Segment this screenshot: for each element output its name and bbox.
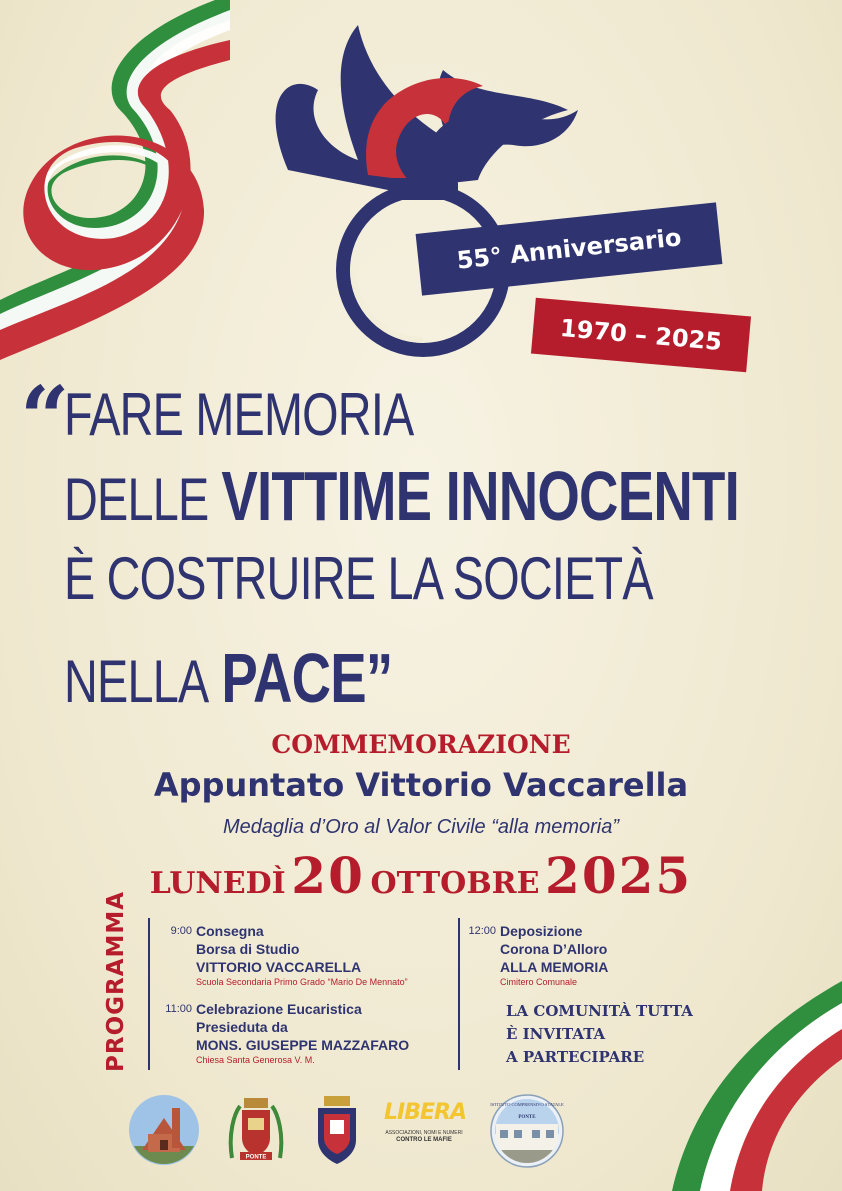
anniversary-banner: 55° Anniversario bbox=[416, 202, 723, 295]
event-line: Celebrazione Eucaristica bbox=[196, 1001, 362, 1017]
school-name: ISTITUTO COMPRENSIVO STATALE bbox=[490, 1102, 564, 1107]
program-label: PROGRAMMA bbox=[103, 890, 129, 1072]
date-month: OTTOBRE bbox=[370, 866, 540, 901]
libera-logo bbox=[380, 1094, 470, 1166]
event-place: Chiesa Santa Generosa V. M. bbox=[196, 1055, 315, 1065]
libera-wordmark: LIBERA bbox=[384, 1100, 466, 1125]
event-line: Presieduta da bbox=[196, 1019, 288, 1035]
event-line: Borsa di Studio bbox=[196, 941, 300, 957]
community-invite bbox=[506, 1000, 693, 1069]
event-line: VITTORIO VACCARELLA bbox=[196, 959, 362, 975]
libera-subtitle-line: ASSOCIAZIONI, NOMI E NUMERI bbox=[385, 1130, 463, 1136]
quote-line-3-text: È COSTRUIRE LA SOCIETÀ bbox=[64, 545, 653, 612]
event-line: Consegna bbox=[196, 923, 264, 939]
date-year: 2025 bbox=[545, 846, 693, 905]
quote-line-4-bold: PACE” bbox=[221, 639, 393, 717]
quote-line-2 bbox=[64, 456, 739, 536]
quote-open-mark: “ bbox=[20, 368, 70, 469]
medal-subtitle: Medaglia d’Oro al Valor Civile “alla memoria” bbox=[222, 816, 620, 838]
event-place: Cimitero Comunale bbox=[500, 977, 578, 987]
date-weekday: LUNEDÌ bbox=[149, 866, 286, 901]
carabinieri-association-crest bbox=[310, 1094, 364, 1166]
invite-line: A PARTECIPARE bbox=[506, 1048, 645, 1066]
quote-line-1-text: FARE MEMORIA bbox=[64, 381, 414, 448]
school-town: PONTE bbox=[518, 1115, 536, 1120]
quote-line-2-bold: VITTIME INNOCENTI bbox=[221, 457, 739, 535]
ponte-municipal-crest bbox=[226, 1094, 286, 1166]
quote-line-3 bbox=[64, 544, 653, 613]
years-banner: 1970 – 2025 bbox=[531, 298, 751, 373]
quote-line-1 bbox=[64, 380, 413, 449]
quote-line-4 bbox=[64, 638, 392, 718]
program-divider-middle bbox=[458, 918, 460, 1070]
date-day: 20 bbox=[291, 846, 365, 905]
ponte-label: PONTE bbox=[245, 1154, 267, 1161]
event-place: Scuola Secondaria Primo Grado “Mario De Mennato” bbox=[196, 977, 408, 987]
program-divider-left bbox=[148, 918, 150, 1070]
honoree-name: Appuntato Vittorio Vaccarella bbox=[153, 766, 689, 804]
quote-line-4-thin: NELLA bbox=[64, 648, 209, 715]
event-line: MONS. GIUSEPPE MAZZAFARO bbox=[196, 1037, 410, 1053]
event-time: 12:00 bbox=[468, 925, 496, 937]
italian-flag-ribbon-bottom bbox=[672, 981, 842, 1191]
event-line: Corona D’Alloro bbox=[500, 941, 608, 957]
invite-line: LA COMUNITÀ TUTTA bbox=[506, 1002, 693, 1020]
church-photo-logo bbox=[128, 1094, 200, 1166]
event-line: Deposizione bbox=[500, 923, 583, 939]
invite-line: È INVITATA bbox=[506, 1025, 606, 1043]
event-time: 9:00 bbox=[170, 925, 192, 937]
libera-subtitle-line: CONTRO LE MAFIE bbox=[396, 1137, 452, 1143]
italian-flag-ribbon-top bbox=[0, 0, 230, 360]
event-time: 11:00 bbox=[165, 1003, 192, 1015]
school-logo bbox=[482, 1094, 572, 1168]
libera-subtitle bbox=[384, 1130, 464, 1144]
commemoration-heading: COMMEMORAZIONE bbox=[271, 730, 571, 759]
quote-line-2-thin: DELLE bbox=[64, 466, 209, 533]
event-line: ALLA MEMORIA bbox=[500, 959, 609, 975]
